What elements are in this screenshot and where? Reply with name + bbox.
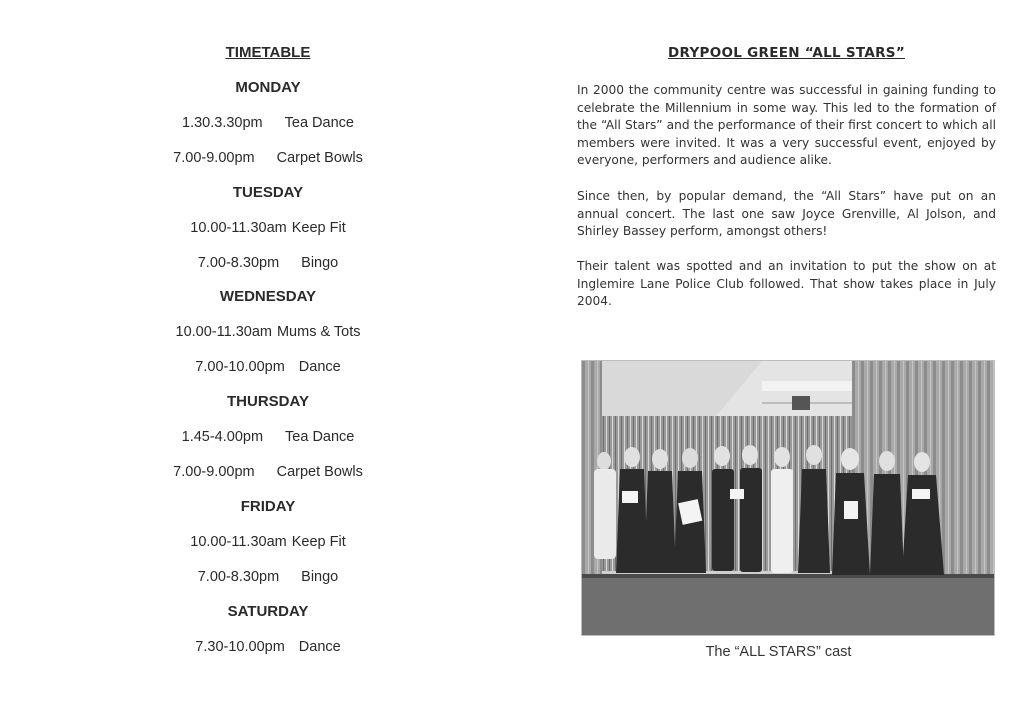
timetable-title: TIMETABLE [225, 44, 311, 61]
day-heading-saturday: SATURDAY [227, 603, 309, 620]
entry-time: 7.00-9.00pm [173, 150, 255, 166]
timetable-entry [140, 569, 396, 585]
timetable-entry [140, 255, 396, 271]
entry-activity: Keep Fit [291, 534, 346, 550]
entry-time: 7.30-10.00pm [195, 639, 285, 655]
entry-time: 1.30.3.30pm [182, 115, 263, 131]
timetable-entry [140, 150, 396, 166]
timetable-entry [140, 220, 396, 236]
entry-time: 7.00-8.30pm [197, 569, 280, 585]
timetable-entry [140, 324, 396, 340]
day-heading-monday: MONDAY [235, 79, 301, 96]
timetable-entry [140, 429, 396, 445]
article-title: DRYPOOL GREEN “ALL STARS” [667, 45, 905, 61]
timetable-entry [140, 639, 396, 655]
entry-activity: Carpet Bowls [276, 150, 363, 166]
entry-activity: Dance [298, 359, 341, 375]
day-heading-wednesday: WEDNESDAY [219, 288, 317, 305]
photo-caption: The “ALL STARS” cast [705, 644, 852, 660]
timetable-entry [140, 359, 396, 375]
article-paragraph-3: Their talent was spotted and an invitation to put the show on at Inglemire Lane Police Club followed. That show takes place in July 2004. [577, 259, 996, 308]
entry-time: 10.00-11.30am [190, 220, 287, 236]
timetable-entry [140, 115, 396, 131]
timetable-entry [140, 464, 396, 480]
entry-time: 7.00-9.00pm [173, 464, 255, 480]
cast-photo [581, 360, 995, 636]
cast-photo-image [582, 361, 994, 635]
entry-activity: Mums & Tots [276, 324, 361, 340]
entry-time: 10.00-11.30am [175, 324, 272, 340]
entry-activity: Carpet Bowls [276, 464, 363, 480]
entry-activity: Tea Dance [285, 429, 355, 445]
entry-activity: Keep Fit [291, 220, 346, 236]
entry-time: 7.00-10.00pm [195, 359, 285, 375]
entry-time: 7.00-8.30pm [197, 255, 280, 271]
entry-activity: Bingo [301, 569, 339, 585]
entry-activity: Bingo [301, 255, 339, 271]
day-heading-tuesday: TUESDAY [232, 184, 304, 201]
article-paragraph-2: Since then, by popular demand, the “All Stars” have put on an annual concert. The last one saw Joyce Grenville, Al Jolson, and Shirley Bassey perform, amongst others! [577, 189, 996, 238]
timetable-entry [140, 534, 396, 550]
day-heading-thursday: THURSDAY [227, 393, 309, 410]
day-heading-friday: FRIDAY [240, 498, 296, 515]
entry-activity: Tea Dance [284, 115, 354, 131]
entry-activity: Dance [298, 639, 341, 655]
entry-time: 10.00-11.30am [190, 534, 287, 550]
article-paragraph-1: In 2000 the community centre was successful in gaining funding to celebrate the Millennium in some way. This led to the formation of the “All Stars” and the performance of their first concert to which all members were invited. It was a very successful event, enjoyed by everyone, performers and audience alike. [577, 83, 996, 167]
entry-time: 1.45-4.00pm [181, 429, 264, 445]
